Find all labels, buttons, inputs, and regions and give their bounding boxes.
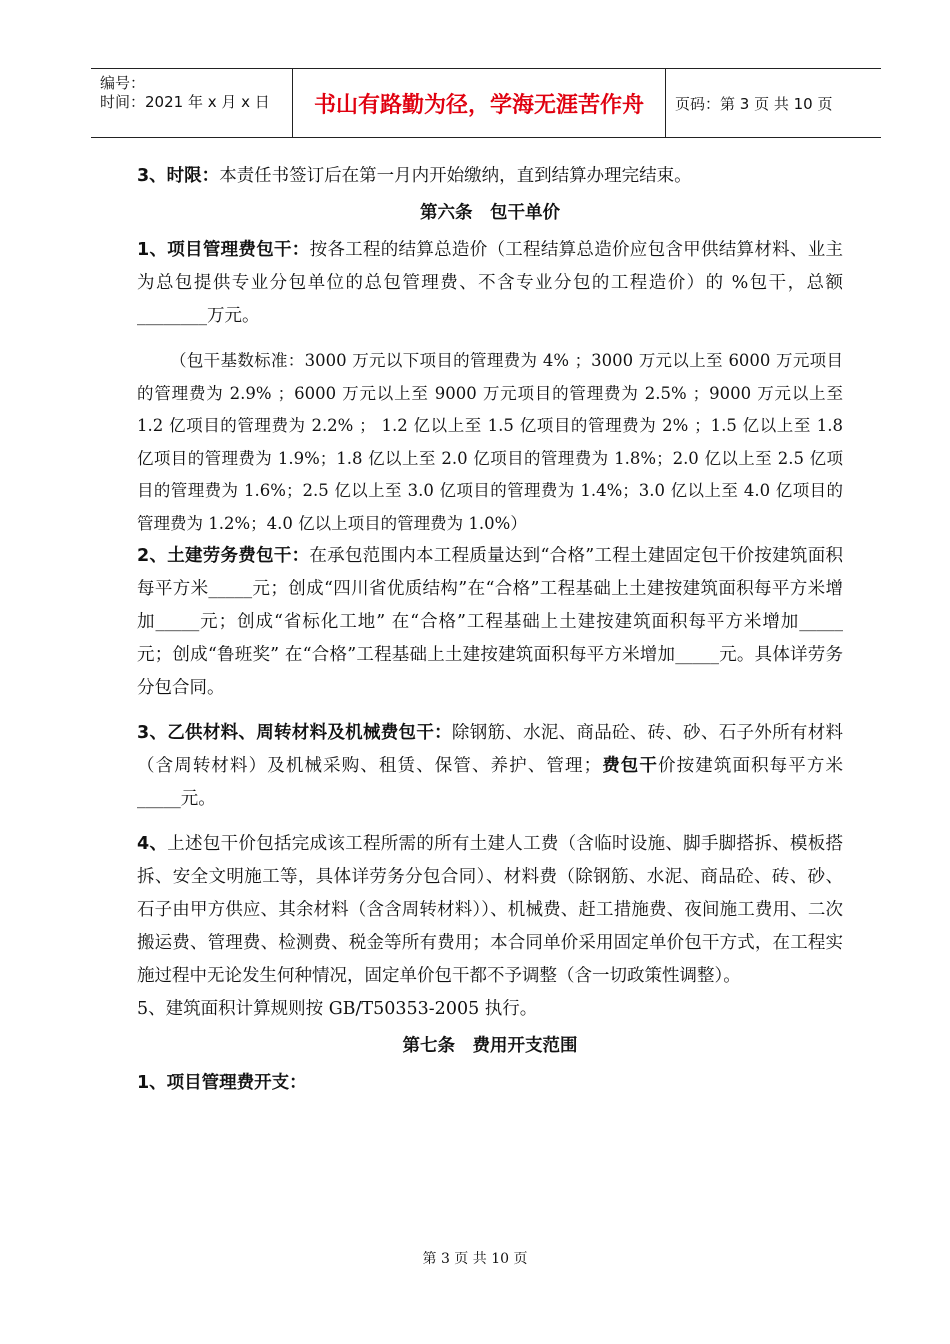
paragraph-labor-fee: [137, 540, 843, 705]
scope-text: 上述包干价包括完成该工程所需的所有土建人工费（含临时设施、脚手脚搭拆、模板搭拆、安全文明施工等，具体详劳务分包合同）、材料费（除钢筋、水泥、商品砼、砖、砂、石子由甲方供应、其余材料（含含周转材料））、机械费、赶工措施费、夜间施工费用、二次搬运费、管理费、检测费、税金等所有费用；本合同单价采用固定单价包干方式，在工程实施过程中无论发生何种情况，固定单价包干都不予调整（含一切政策性调整）。: [137, 834, 843, 986]
material-fee-text-b: 价按建筑面积每平方米_____元。: [137, 756, 844, 809]
labor-fee-text: 在承包范围内本工程质量达到“合格”工程土建固定包干价按建筑面积每平方米_____元；创成“四川省优质结构”在“合格”工程基础上土建按建筑面积每平方米增加_____元；创成“省标化工地” 在“合格”工程基础上土建按建筑面积每平方米增加_____元；创成“鲁班奖” 在“合格”工程基础上土建按建筑面积每平方米增加_____元。具体详劳务分包合同。: [137, 546, 843, 698]
scope-label: 4、: [137, 834, 168, 854]
number-label: 编号：: [100, 74, 146, 92]
time-label: 时间：2021 年 x 月 x 日: [100, 93, 270, 111]
paragraph-area-rule: 5、建筑面积计算规则按 GB/T50353-2005 执行。: [137, 999, 538, 1019]
material-fee-bold: 费包干: [601, 756, 659, 776]
section-heading-6: 第六条 包干单价: [420, 203, 560, 223]
page-footer: 第 3 页 共 10 页: [422, 1251, 528, 1267]
paragraph-management-fee: [137, 234, 843, 333]
document-body: [137, 160, 843, 1100]
paragraph-management-expense: [137, 1067, 843, 1100]
time-limit-text: 本责任书签订后在第一月内开始缴纳，直到结算办理完结束。: [219, 166, 692, 186]
paragraph-material-fee: [137, 717, 843, 816]
header-page-label: 页码：第 3 页 共 10 页: [675, 94, 833, 113]
paragraph-time-limit: [137, 160, 843, 193]
management-fee-text: 按各工程的结算总造价（工程结算总造价应包含甲供结算材料、业主为总包提供专业分包单位的总包管理费、不含专业分包的工程造价）的 %包干，总额________万元。: [137, 240, 843, 326]
paragraph-fee-standard: （包干基数标准：3000 万元以下项目的管理费为 4% ；3000 万元以上至 6000 万元项目的管理费为 2.9% ；6000 万元以上至 9000 万元项目的管理费为 2.5% ；9000 万元以上至 1.2 亿项目的管理费为 2.2% ； 1.2 亿以上至 1.5 亿项目的管理费为 2% ；1.5 亿以上至 1.8 亿项目的管理费为 1.9%；1.8 亿以上至 2.0 亿项目的管理费为 1.8%；2.0 亿以上至 2.5 亿项目的管理费为 1.6%；2.5 亿以上至 3.0 亿项目的管理费为 1.4%；3.0 亿以上至 4.0 亿项目的管理费为 1.2%；4.0 亿以上项目的管理费为 1.0%）: [137, 351, 843, 533]
header-divider: [665, 69, 666, 137]
section-heading-7: 第七条 费用开支范围: [402, 1036, 578, 1056]
management-expense-label: 1、项目管理费开支：: [137, 1073, 307, 1093]
management-fee-label: 1、项目管理费包干：: [137, 240, 310, 260]
header-motto: 书山有路勤为径，学海无涯苦作舟: [313, 92, 644, 118]
header-table: [91, 68, 881, 138]
header-meta: [91, 69, 292, 137]
material-fee-label: 3、乙供材料、周转材料及机械费包干：: [137, 723, 452, 743]
material-fee-text-a: 除钢筋、水泥、商品砼、砖、砂、石子外所有材料（含周转材料）及机械采购、租赁、保管、养护、管理；: [137, 723, 843, 776]
labor-fee-label: 2、土建劳务费包干：: [137, 546, 310, 566]
time-limit-label: 3、时限：: [137, 166, 220, 186]
paragraph-scope: [137, 828, 843, 993]
